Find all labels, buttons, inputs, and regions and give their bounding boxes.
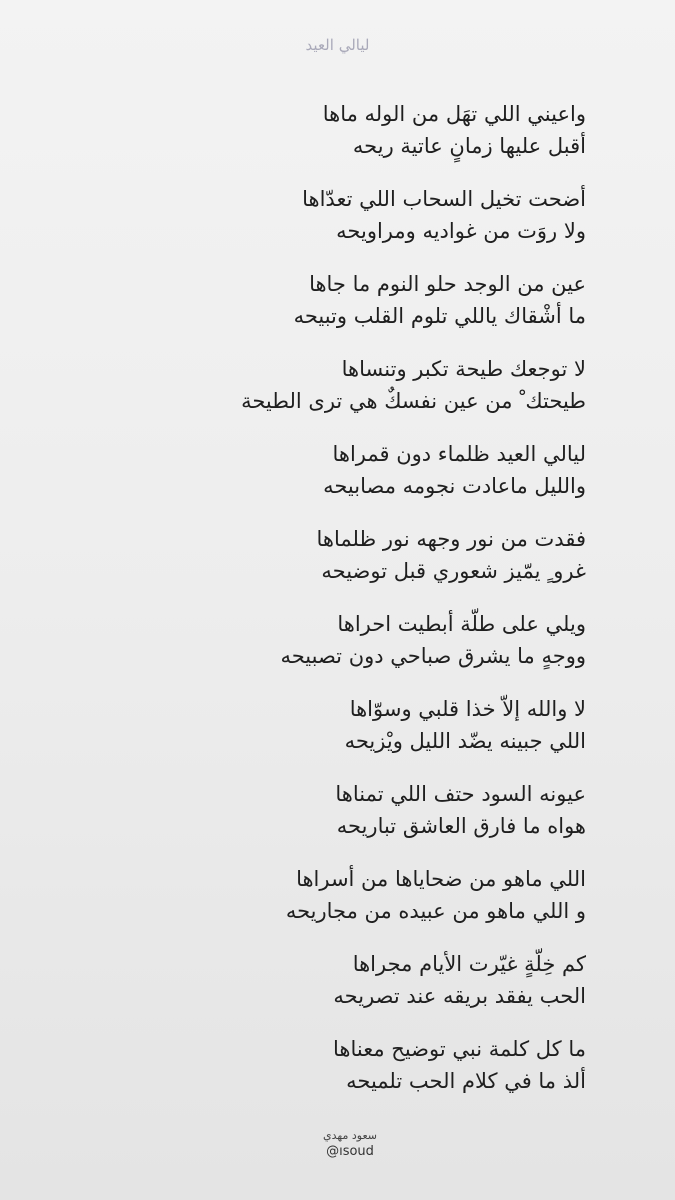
author-handle: @ısoud	[326, 1144, 374, 1159]
verse-line: كم خِلّةٍ غيّرت الأيام مجراها	[352, 952, 586, 976]
verse	[166, 523, 586, 608]
verse-line: ولا روَت من غواديه ومراويحه	[336, 219, 586, 243]
poem-title: ليالي العيد	[305, 36, 370, 54]
poem-body	[166, 98, 586, 1118]
verse-line: الحب يفقد بريقه عند تصريحه	[333, 984, 586, 1008]
verse-line: والليل ماعادت نجومه مصابيحه	[323, 474, 586, 498]
verse-line: عين من الوجد حلو النوم ما جاها	[309, 272, 586, 296]
verse-line: لا توجعك طيحة تكبر وتنساها	[341, 357, 586, 381]
verse-line: اللي جبينه يضّد الليل ويْزيحه	[344, 729, 586, 753]
verse-line: لا والله إلاّ خذا قلبي وسوّاها	[349, 697, 586, 721]
verse-line: أضحت تخيل السحاب اللي تعدّاها	[302, 187, 586, 211]
verse	[166, 608, 586, 693]
verse	[166, 438, 586, 523]
verse-line: أقبل عليها زمانٍ عاتية ريحه	[352, 134, 586, 158]
verse-line: غرو ٍ يمّيز شعوري قبل توضيحه	[321, 559, 586, 583]
verse-line: ما أشْقاك ياللي تلوم القلب وتبيحه	[293, 304, 586, 328]
verse-line: طيحتك ْ من عين نفسكٌ هي ترى الطيحة	[241, 389, 586, 413]
verse	[166, 1033, 586, 1118]
verse-line: فقدت من نور وجهه نور ظلماها	[316, 527, 586, 551]
verse-line: ما كل كلمة نبي توضيح معناها	[333, 1037, 586, 1061]
verse-line: عيونه السود حتف اللي تمناها	[335, 782, 586, 806]
verse	[166, 693, 586, 778]
verse	[166, 353, 586, 438]
author-name: سعود مهدي	[323, 1129, 377, 1142]
verse-line: واعيني اللي تهَل من الوله ماها	[322, 102, 586, 126]
verse-line: اللي ماهو من ضحاياها من أسراها	[296, 867, 586, 891]
verse-line: ليالي العيد ظلماء دون قمراها	[332, 442, 586, 466]
verse	[166, 183, 586, 268]
signature	[310, 1128, 390, 1161]
verse	[166, 268, 586, 353]
verse-line: ويلي على طلّة أبطيت احراها	[337, 612, 586, 636]
verse-line: هواه ما فارق العاشق تباريحه	[336, 814, 586, 838]
verse-line: ووجهٍ ما يشرق صباحي دون تصبيحه	[280, 644, 586, 668]
verse	[166, 948, 586, 1033]
verse	[166, 863, 586, 948]
verse-line: ألذ ما في كلام الحب تلميحه	[346, 1069, 586, 1093]
verse	[166, 98, 586, 183]
verse-line: و اللي ماهو من عبيده من مجاريحه	[285, 899, 586, 923]
verse	[166, 778, 586, 863]
